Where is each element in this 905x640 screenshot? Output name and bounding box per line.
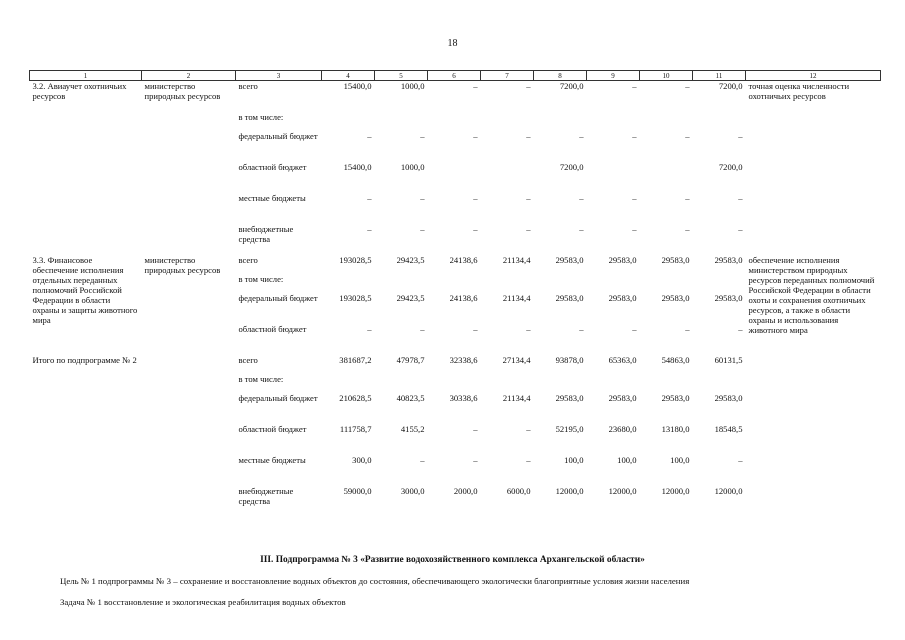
value-cell: 2000,0 xyxy=(453,486,478,496)
item-name-cell: 3.3. Финансовое обеспечение исполнения отдельных переданных полномочий Российской Федерации в области охраны и защиты животного мира xyxy=(32,255,138,325)
source-label-cell: областной бюджет xyxy=(238,424,307,434)
source-label-cell: всего xyxy=(238,355,258,365)
value-cell xyxy=(481,112,534,131)
value-cell: 29423,5 xyxy=(396,255,425,265)
value-cell: – xyxy=(579,324,584,334)
value-cell: – xyxy=(632,324,637,334)
col-header: 2 xyxy=(142,71,236,81)
col-header: 8 xyxy=(534,71,587,81)
value-cell xyxy=(693,274,746,293)
value-cell xyxy=(322,374,375,393)
result-cell: обеспечение исполнения министерством природных ресурсов переданных полномочий Российской Федерации в области охоты и сохранения охотничьих ресурсов, а также в области охраны и использования животного мира xyxy=(748,255,875,335)
value-cell xyxy=(587,274,640,293)
value-cell: 100,0 xyxy=(564,455,584,465)
value-cell: – xyxy=(632,81,637,91)
executor-cell: министерство природных ресурсов xyxy=(144,81,221,101)
value-cell: – xyxy=(473,455,478,465)
col-header: 4 xyxy=(322,71,375,81)
value-cell: – xyxy=(473,193,478,203)
value-cell: – xyxy=(367,131,372,141)
value-cell xyxy=(428,112,481,131)
value-cell xyxy=(640,374,693,393)
source-label-cell: внебюджетные средства xyxy=(238,224,294,244)
value-cell: – xyxy=(738,131,743,141)
source-label-cell: областной бюджет xyxy=(238,324,307,334)
value-cell xyxy=(428,162,481,193)
value-cell: – xyxy=(420,193,425,203)
value-cell: – xyxy=(526,224,531,234)
value-cell: 29583,0 xyxy=(608,293,637,303)
goal-text: Цель № 1 подпрограммы № 3 – сохранение и восстановление водных объектов до состояния, обеспечивающего экологически благоприятные условия жизни населения xyxy=(60,576,690,586)
table-row xyxy=(30,255,881,274)
value-cell: – xyxy=(473,81,478,91)
value-cell: – xyxy=(420,455,425,465)
value-cell xyxy=(534,112,587,131)
value-cell: 29583,0 xyxy=(555,255,584,265)
column-number-row xyxy=(30,71,881,81)
item-name-cell: Итого по подпрограмме № 2 xyxy=(32,355,137,365)
value-cell: – xyxy=(526,81,531,91)
value-cell xyxy=(481,274,534,293)
value-cell: 29583,0 xyxy=(714,393,743,403)
value-cell: 193028,5 xyxy=(339,293,372,303)
col-header: 5 xyxy=(375,71,428,81)
value-cell: – xyxy=(367,224,372,234)
value-cell xyxy=(693,374,746,393)
value-cell: – xyxy=(738,224,743,234)
value-cell xyxy=(587,112,640,131)
value-cell: – xyxy=(526,424,531,434)
budget-table xyxy=(29,70,881,517)
value-cell: 300,0 xyxy=(352,455,372,465)
value-cell: 4155,2 xyxy=(400,424,425,434)
value-cell: – xyxy=(473,424,478,434)
value-cell xyxy=(428,374,481,393)
value-cell: – xyxy=(685,193,690,203)
value-cell: 21134,4 xyxy=(502,255,531,265)
value-cell xyxy=(640,162,693,193)
value-cell: 6000,0 xyxy=(506,486,531,496)
value-cell xyxy=(693,112,746,131)
value-cell: 12000,0 xyxy=(714,486,743,496)
value-cell: – xyxy=(367,193,372,203)
task-text: Задача № 1 восстановление и экологическая реабилитация водных объектов xyxy=(60,597,346,607)
col-header: 7 xyxy=(481,71,534,81)
value-cell: 193028,5 xyxy=(339,255,372,265)
value-cell: 100,0 xyxy=(670,455,690,465)
value-cell: 7200,0 xyxy=(559,162,584,172)
col-header: 12 xyxy=(746,71,881,81)
value-cell xyxy=(534,274,587,293)
value-cell: 29583,0 xyxy=(555,393,584,403)
value-cell: – xyxy=(579,224,584,234)
value-cell: – xyxy=(738,455,743,465)
source-label-cell: федеральный бюджет xyxy=(238,131,318,141)
value-cell: 13180,0 xyxy=(661,424,690,434)
value-cell: 60131,5 xyxy=(714,355,743,365)
col-header: 6 xyxy=(428,71,481,81)
value-cell: 29583,0 xyxy=(661,293,690,303)
value-cell: – xyxy=(420,224,425,234)
value-cell: 29583,0 xyxy=(608,255,637,265)
value-cell: – xyxy=(685,224,690,234)
value-cell: – xyxy=(685,81,690,91)
value-cell: 65363,0 xyxy=(608,355,637,365)
value-cell: – xyxy=(473,131,478,141)
value-cell: 1000,0 xyxy=(400,162,425,172)
col-header: 11 xyxy=(693,71,746,81)
result-cell xyxy=(746,355,881,517)
source-label-cell: местные бюджеты xyxy=(238,193,306,203)
value-cell: – xyxy=(579,131,584,141)
value-cell: – xyxy=(526,131,531,141)
value-cell: – xyxy=(526,455,531,465)
source-label-cell: областной бюджет xyxy=(238,162,307,172)
value-cell: 29583,0 xyxy=(714,255,743,265)
value-cell: 47978,7 xyxy=(396,355,425,365)
value-cell: 7200,0 xyxy=(718,162,743,172)
value-cell: – xyxy=(632,131,637,141)
source-label-cell: внебюджетные средства xyxy=(238,486,294,506)
value-cell: 52195,0 xyxy=(555,424,584,434)
value-cell: 15400,0 xyxy=(343,81,372,91)
value-cell: 27134,4 xyxy=(502,355,531,365)
value-cell: 29423,5 xyxy=(396,293,425,303)
value-cell: 29583,0 xyxy=(608,393,637,403)
value-cell: 24138,6 xyxy=(449,255,478,265)
value-cell: – xyxy=(685,131,690,141)
table-row xyxy=(30,355,881,374)
value-cell: 12000,0 xyxy=(661,486,690,496)
value-cell: – xyxy=(579,193,584,203)
value-cell xyxy=(375,112,428,131)
source-label-cell: в том числе: xyxy=(238,374,284,384)
value-cell xyxy=(375,274,428,293)
value-cell: 21134,4 xyxy=(502,293,531,303)
value-cell xyxy=(640,112,693,131)
value-cell: 32338,6 xyxy=(449,355,478,365)
value-cell: – xyxy=(420,324,425,334)
value-cell: – xyxy=(632,193,637,203)
value-cell: 54863,0 xyxy=(661,355,690,365)
value-cell: 21134,4 xyxy=(502,393,531,403)
source-label-cell: в том числе: xyxy=(238,274,284,284)
value-cell xyxy=(640,274,693,293)
value-cell xyxy=(534,374,587,393)
value-cell xyxy=(481,162,534,193)
value-cell: 59000,0 xyxy=(343,486,372,496)
section-title: III. Подпрограмма № 3 «Развитие водохозяйственного комплекса Архангельской области» xyxy=(260,555,645,565)
result-cell: точная оценка численности охотничьих ресурсов xyxy=(748,81,850,101)
executor-cell xyxy=(142,355,236,517)
value-cell: – xyxy=(473,224,478,234)
value-cell: 18548,5 xyxy=(714,424,743,434)
value-cell: – xyxy=(632,224,637,234)
source-label-cell: всего xyxy=(238,255,258,265)
source-label-cell: всего xyxy=(238,81,258,91)
value-cell: – xyxy=(526,193,531,203)
value-cell: – xyxy=(685,324,690,334)
value-cell: 3000,0 xyxy=(400,486,425,496)
source-label-cell: федеральный бюджет xyxy=(238,293,318,303)
value-cell: 30338,6 xyxy=(449,393,478,403)
value-cell xyxy=(322,274,375,293)
source-label-cell: в том числе: xyxy=(238,112,284,122)
value-cell: – xyxy=(367,324,372,334)
value-cell: 1000,0 xyxy=(400,81,425,91)
value-cell xyxy=(322,112,375,131)
col-header: 9 xyxy=(587,71,640,81)
value-cell: 12000,0 xyxy=(555,486,584,496)
value-cell: – xyxy=(738,193,743,203)
value-cell xyxy=(587,374,640,393)
value-cell: 7200,0 xyxy=(718,81,743,91)
value-cell xyxy=(587,162,640,193)
value-cell xyxy=(481,374,534,393)
value-cell: 15400,0 xyxy=(343,162,372,172)
value-cell: – xyxy=(738,324,743,334)
value-cell: 24138,6 xyxy=(449,293,478,303)
col-header: 10 xyxy=(640,71,693,81)
value-cell: 40823,5 xyxy=(396,393,425,403)
value-cell xyxy=(428,274,481,293)
value-cell: 29583,0 xyxy=(714,293,743,303)
source-label-cell: федеральный бюджет xyxy=(238,393,318,403)
value-cell: 111758,7 xyxy=(339,424,372,434)
value-cell: 12000,0 xyxy=(608,486,637,496)
executor-cell: министерство природных ресурсов xyxy=(144,255,221,275)
table-row xyxy=(30,81,881,113)
value-cell: 100,0 xyxy=(617,455,637,465)
value-cell: 29583,0 xyxy=(661,393,690,403)
value-cell: 29583,0 xyxy=(555,293,584,303)
value-cell: 29583,0 xyxy=(661,255,690,265)
item-name-cell: 3.2. Авиаучет охотничьих ресурсов xyxy=(32,81,127,101)
source-label-cell: местные бюджеты xyxy=(238,455,306,465)
col-header: 1 xyxy=(30,71,142,81)
page-number: 18 xyxy=(447,38,458,49)
value-cell: 23680,0 xyxy=(608,424,637,434)
value-cell: – xyxy=(473,324,478,334)
col-header: 3 xyxy=(236,71,322,81)
value-cell: 93878,0 xyxy=(555,355,584,365)
value-cell: – xyxy=(420,131,425,141)
value-cell: 210628,5 xyxy=(339,393,372,403)
value-cell: 7200,0 xyxy=(559,81,584,91)
value-cell: 381687,2 xyxy=(339,355,372,365)
value-cell: – xyxy=(526,324,531,334)
value-cell xyxy=(375,374,428,393)
